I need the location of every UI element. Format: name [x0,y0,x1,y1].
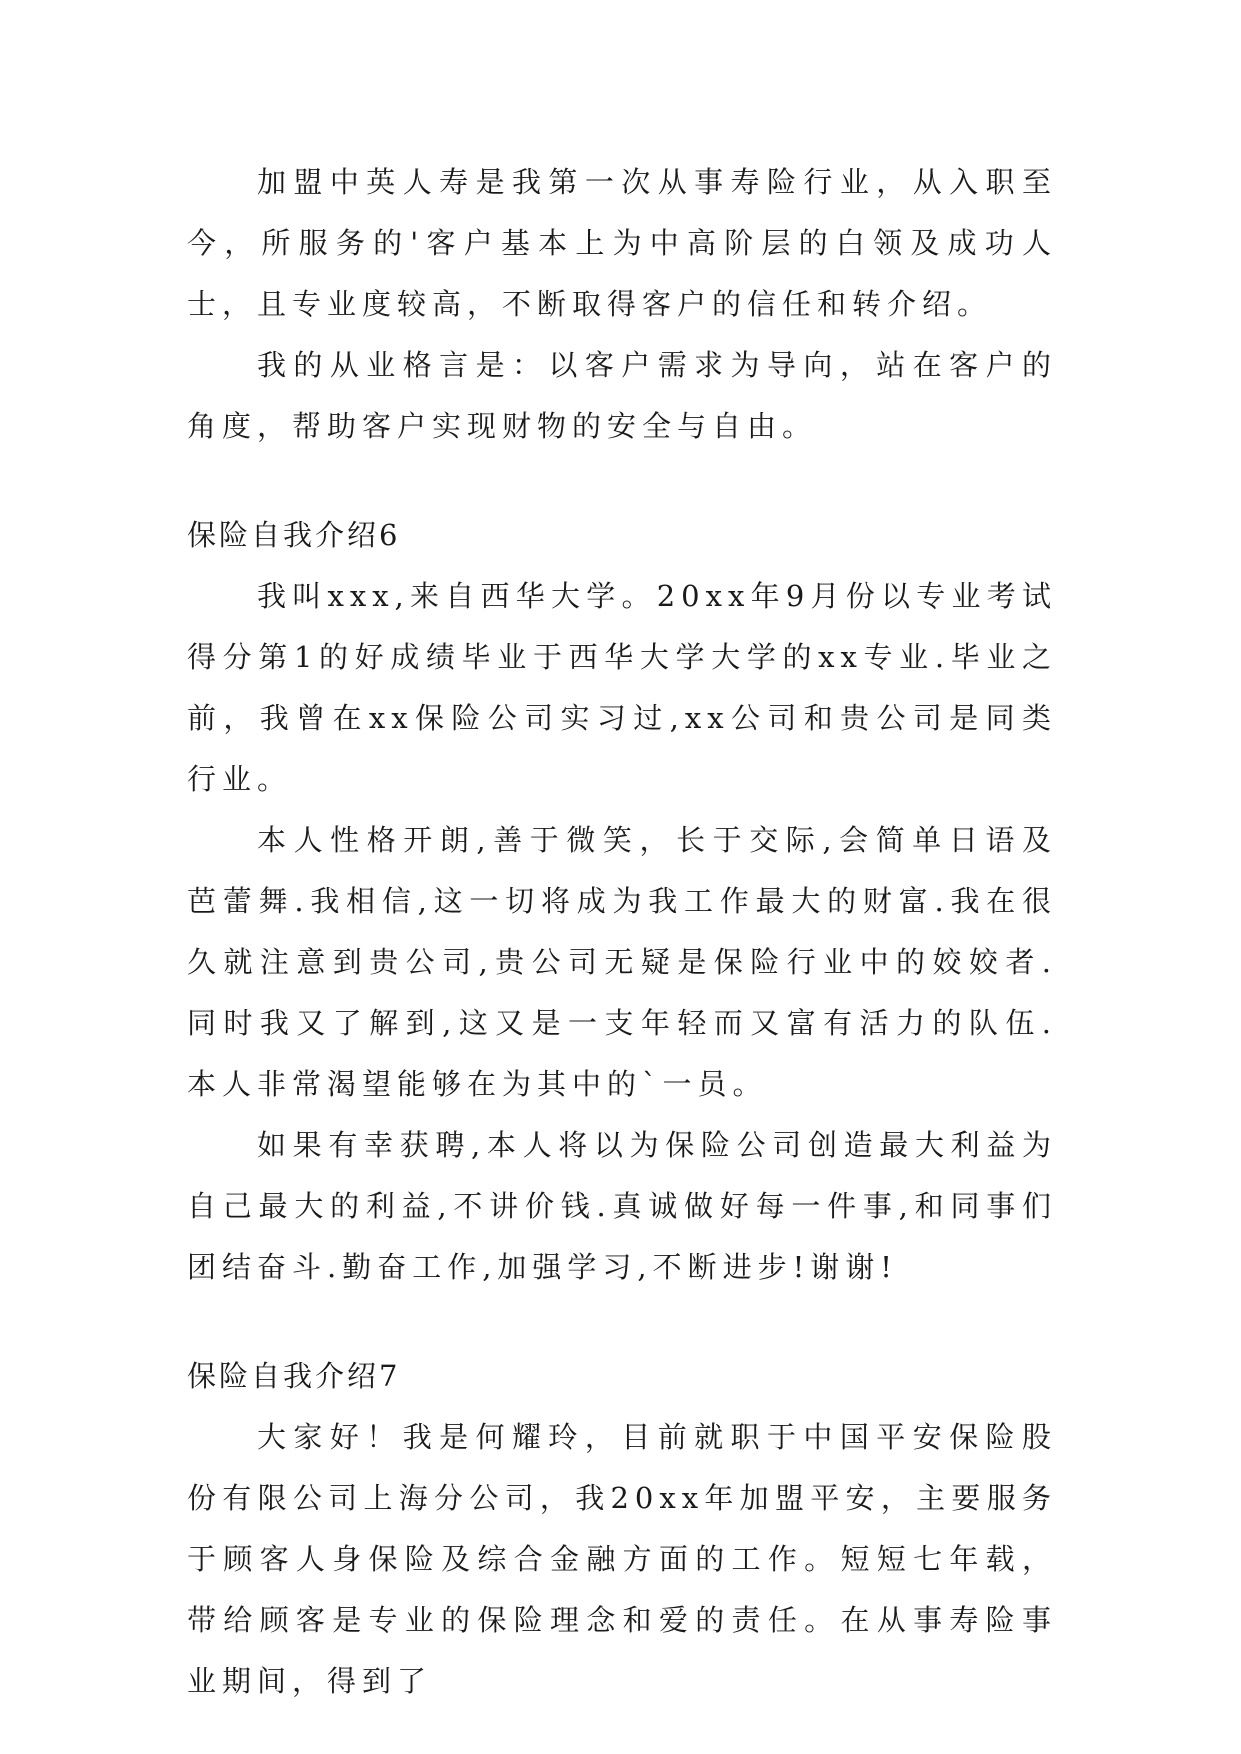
paragraph-intro: 加盟中英人寿是我第一次从事寿险行业，从入职至今，所服务的'客户基本上为中高阶层的白领及成功人士，且专业度较高，不断取得客户的信任和转介绍。 [187,165,1057,321]
paragraph-6-personality: 本人性格开朗,善于微笑，长于交际,会简单日语及芭蕾舞.我相信,这一切将成为我工作最大的财富.我在很久就注意到贵公司,贵公司无疑是保险行业中的姣姣者.同时我又了解到,这又是一支年轻而又富有活力的队伍.本人非常渴望能够在为其中的`一员。 [187,823,1057,1101]
section-heading-6: 保险自我介绍6 [187,518,401,552]
paragraph-6-background: 我叫xxx,来自西华大学。20xx年9月份以专业考试得分第1的好成绩毕业于西华大学大学的xx专业.毕业之前，我曾在xx保险公司实习过,xx公司和贵公司是同类行业。 [187,579,1057,796]
paragraph-6-closing: 如果有幸获聘,本人将以为保险公司创造最大利益为自己最大的利益,不讲价钱.真诚做好每一件事,和同事们团结奋斗.勤奋工作,加强学习,不断进步!谢谢! [187,1128,1057,1284]
section-gap [187,1298,1057,1346]
paragraph-7-intro: 大家好！我是何耀玲，目前就职于中国平安保险股份有限公司上海分公司，我20xx年加盟平安，主要服务于顾客人身保险及综合金融方面的工作。短短七年载，带给顾客是专业的保险理念和爱的责任。在从事寿险事业期间，得到了 [187,1420,1057,1698]
paragraph-motto: 我的从业格言是：以客户需求为导向，站在客户的角度，帮助客户实现财物的安全与自由。 [187,348,1057,443]
document-body [187,152,1057,1712]
section-heading-7: 保险自我介绍7 [187,1359,401,1393]
section-gap [187,457,1057,505]
